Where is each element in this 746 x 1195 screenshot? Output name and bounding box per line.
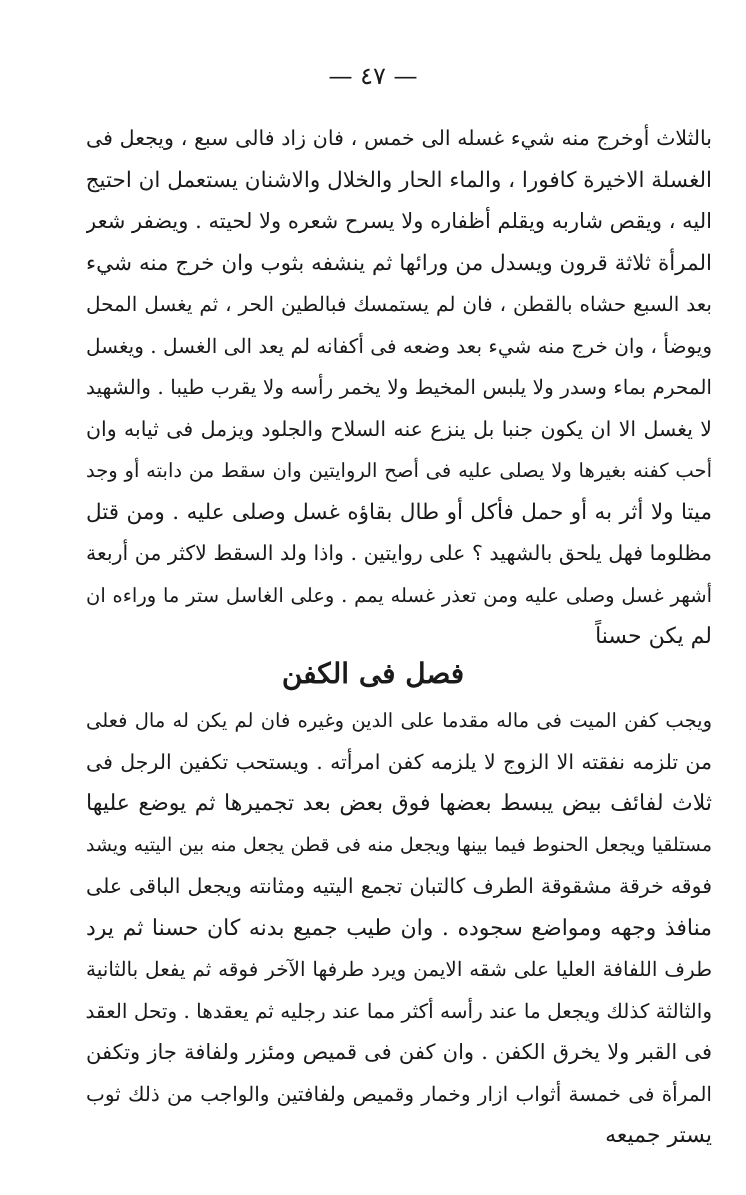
text-line: مستلقيا ويجعل الحنوط فيما بينها ويجعل منه فى قطن يجعل منه بين اليتيه ويشد (86, 833, 712, 856)
text-line: ميتا ولا أثر به أو حمل فأكل أو طال بقاؤه غسل وصلى عليه . ومن قتل (86, 499, 712, 525)
section-heading: فصل فى الكفن (281, 657, 465, 690)
text-line: مظلوما فهل يلحق بالشهيد ؟ على روايتين . واذا ولد السقط لاكثر من أربعة (86, 541, 712, 565)
text-line: المرأة فى خمسة أثواب ازار وخمار وقميص ولفافتين والواجب من ذلك ثوب (86, 1081, 712, 1106)
text-line: أشهر غسل وصلى عليه ومن تعذر غسله يمم . وعلى الغاسل ستر ما وراءه ان (86, 583, 712, 607)
text-line: ويوضأ ، وان خرج منه شيء بعد وضعه فى أكفانه لم يعد الى الغسل . ويغسل (86, 333, 712, 358)
text-line: منافذ وجهه ومواضع سجوده . وان طيب جميع بدنه كان حسنا ثم يرد (86, 915, 712, 941)
text-line: يستر جميعه (605, 1123, 712, 1148)
paragraph-washing (86, 118, 712, 658)
text-line: والثالثة كذلك ويجعل ما عند رأسه أكثر مما عند رجليه ثم يعقدها . وتحل العقد (86, 998, 712, 1023)
text-line: أحب كفنه بغيرها ولا يصلى عليه فى أصح الروايتين وان سقط من دابته أو وجد (86, 459, 712, 482)
text-line: بالثلاث أوخرج منه شيء غسله الى خمس ، فان زاد فالى سبع ، ويجعل فى (86, 126, 712, 150)
text-line: المرأة ثلاثة قرون ويسدل من ورائها ثم ينشفه بثوب وان خرج منه شيء (86, 250, 712, 276)
text-line: بعد السبع حشاه بالقطن ، فان لم يستمسك فبالطين الحر ، ثم يغسل المحل (86, 292, 712, 316)
text-line: لا يغسل الا ان يكون جنبا بل ينزع عنه السلاح والجلود ويزمل فى ثيابه وان (86, 416, 712, 441)
text-line: لم يكن حسناً (595, 624, 712, 649)
text-line: فوقه خرقة مشقوقة الطرف كالتبان تجمع اليتيه ومثانته ويجعل الباقى على (86, 874, 712, 898)
text-line: الغسلة الاخيرة كافورا ، والماء الحار والخلال والاشنان يستعمل ان احتيج (86, 167, 712, 193)
text-line: طرف اللفافة العليا على شقه الايمن ويرد طرفها الآخر فوقه ثم يفعل بالثانية (86, 957, 712, 981)
text-line: ثلاث لفائف بيض يبسط بعضها فوق بعض بعد تجميرها ثم يوضع عليها (86, 791, 712, 816)
text-line: اليه ، ويقص شاربه ويقلم أظفاره ولا يسرح شعره ولا لحيته . ويضفر شعر (86, 209, 712, 233)
paragraph-shroud (86, 700, 712, 1157)
page-number: — ٤٧ — (328, 62, 418, 90)
text-line: ويجب كفن الميت فى ماله مقدما على الدين وغيره فان لم يكن له مال فعلى (86, 709, 712, 732)
text-line: المحرم بماء وسدر ولا يلبس المخيط ولا يخمر رأسه ولا يقرب طيبا . والشهيد (86, 375, 712, 399)
text-line: من تلزمه نفقته الا الزوج لا يلزمه كفن امرأته . ويستحب تكفين الرجل فى (86, 749, 712, 774)
text-line: فى القبر ولا يخرق الكفن . وان كفن فى قميص ومئزر ولفافة جاز وتكفن (86, 1040, 712, 1064)
